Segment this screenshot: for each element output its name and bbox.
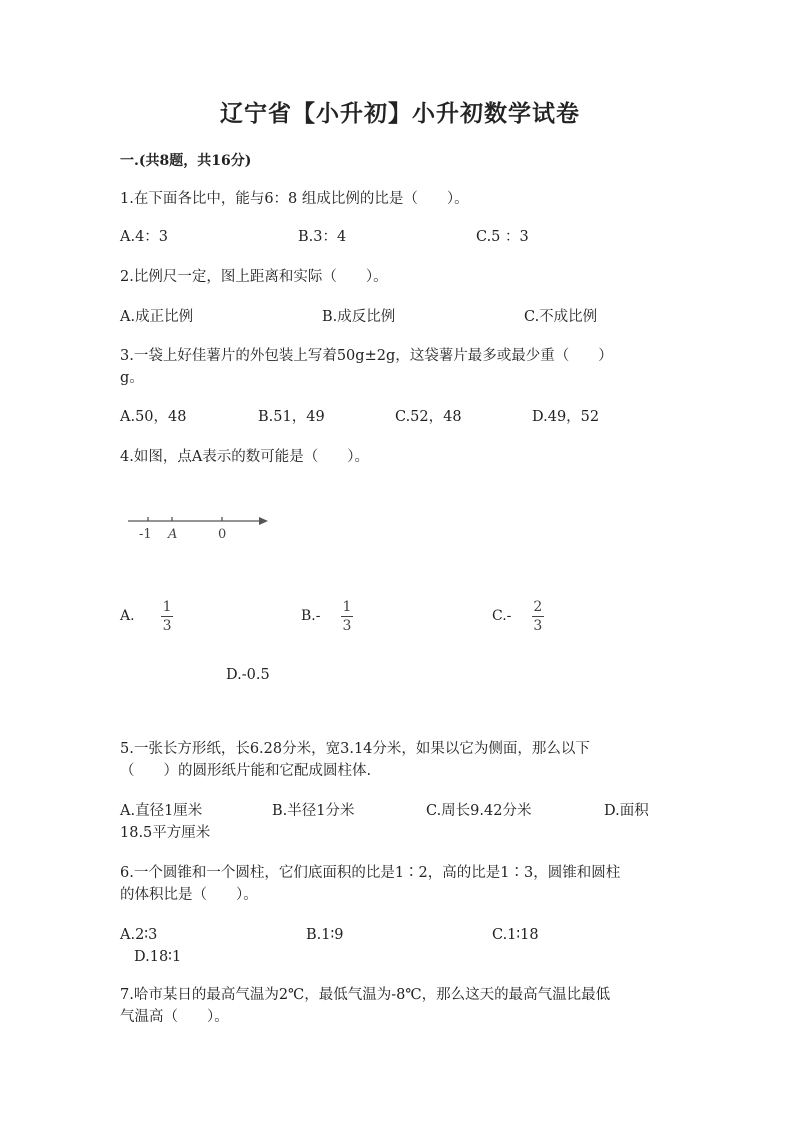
fraction-numerator: 2 [533,598,543,615]
question-4-option-b-prefix: B.- [301,608,321,624]
question-5-option-b: B.半径1分米 [272,803,355,819]
question-7-stem-line1: 7.哈市某日的最高气温为2℃，最低气温为-8℃，那么这天的最高气温比最低 [120,987,611,1003]
question-5-option-a: A.直径1厘米 [120,803,203,819]
question-2-option-a: A.成正比例 [120,309,194,325]
question-6-option-a: A.2∶3 [120,927,158,943]
question-5-option-d-continued: 18.5平方厘米 [120,825,211,841]
question-6-option-c: C.1∶18 [492,927,539,943]
fraction-one-third [340,599,353,634]
question-1-option-a: A.4：3 [120,229,169,245]
question-7-stem-line2: 气温高（ ）。 [120,1009,229,1025]
section-heading: 一.(共8题，共16分) [120,153,252,169]
question-6-stem-line1: 6.一个圆锥和一个圆柱，它们底面积的比是1∶2，高的比是1∶3，圆锥和圆柱 [120,865,621,881]
tick-label-zero: 0 [218,527,227,542]
tick-label-minus-one: -1 [139,527,152,542]
question-1-stem: 1.在下面各比中，能与6：8 组成比例的比是（ ）。 [120,191,469,207]
fraction-denominator: 3 [342,617,352,634]
question-3-option-d: D.49，52 [532,409,600,425]
question-4-option-a [120,596,173,636]
question-3-option-c: C.52，48 [395,409,462,425]
fraction-bar [341,616,353,617]
fraction-denominator: 3 [162,617,172,634]
fraction-two-thirds [531,599,544,634]
tick-label-a: A [168,527,178,542]
question-1-option-c: C.5 ：3 [476,229,529,245]
question-5-stem-line1: 5.一张长方形纸，长6.28分米，宽3.14分米，如果以它为侧面，那么以下 [120,741,590,757]
fraction-one-third [161,599,174,634]
fraction-bar [161,616,173,617]
fraction-numerator: 1 [162,598,172,615]
question-6-option-d: D.18∶1 [134,949,182,965]
page-title: 辽宁省【小升初】小升初数学试卷 [220,100,580,127]
fraction-denominator: 3 [533,617,543,634]
question-3-stem-line2: g。 [120,370,144,386]
number-line-arrow [259,517,268,525]
question-2-option-c: C.不成比例 [524,309,598,325]
question-5-option-d: D.面积 [604,803,649,819]
question-4-option-c-prefix: C.- [492,608,512,624]
question-6-stem-line2: 的体积比是（ ）。 [120,887,258,903]
question-3-option-a: A.50，48 [120,409,187,425]
question-6-option-b: B.1∶9 [306,927,344,943]
question-4-option-a-prefix: A. [120,608,135,624]
question-1-option-b: B.3：4 [298,229,347,245]
question-5-option-c: C.周长9.42分米 [426,803,532,819]
question-2-option-b: B.成反比例 [322,309,396,325]
number-line-figure [128,510,278,546]
question-4-option-c [492,596,544,636]
question-4-stem: 4.如图，点A表示的数可能是（ ）。 [120,449,370,465]
question-4-option-d: D.-0.5 [226,667,270,683]
question-2-stem: 2.比例尺一定，图上距离和实际（ ）。 [120,269,388,285]
question-5-stem-line2: （ ）的圆形纸片能和它配成圆柱体. [120,763,372,779]
fraction-bar [532,616,544,617]
fraction-numerator: 1 [342,598,352,615]
question-3-option-b: B.51，49 [258,409,325,425]
question-4-option-b [301,596,353,636]
question-3-stem-line1: 3.一袋上好佳薯片的外包装上写着50g±2g，这袋薯片最多或最少重（ ） [120,348,613,364]
